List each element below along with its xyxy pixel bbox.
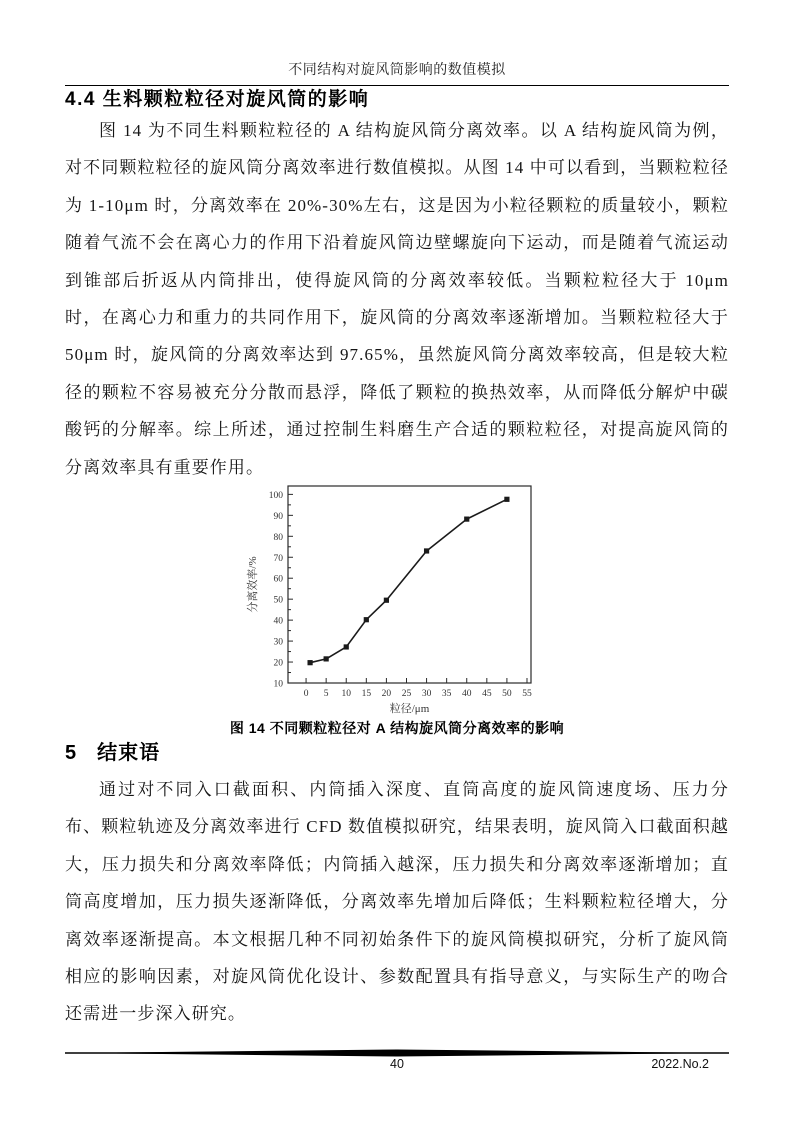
svg-text:35: 35 — [441, 689, 452, 699]
svg-text:70: 70 — [273, 553, 283, 564]
footer — [65, 1056, 729, 1074]
svg-text:80: 80 — [273, 532, 283, 543]
svg-text:40: 40 — [273, 616, 283, 627]
svg-text:25: 25 — [401, 689, 412, 699]
footer-page-number: 40 — [390, 1057, 404, 1071]
svg-text:55: 55 — [522, 689, 532, 699]
svg-text:100: 100 — [268, 490, 283, 501]
running-header-title: 不同结构对旋风筒影响的数值模拟 — [288, 63, 506, 78]
section-5-title: 结束语 — [97, 742, 161, 764]
svg-text:50: 50 — [273, 595, 283, 606]
conclusion-paragraph: 通过对不同入口截面积、内筒插入深度、直筒高度的旋风筒速度场、压力分布、颗粒轨迹及分离效率进行 CFD 数值模拟研究，结果表明，旋风筒入口截面积越大，压力损失和分离效率降低；内筒插入越深，压力损失和分离效率逐渐增加；直筒高度增加，压力损失逐渐降低，分离效率先增加后降低；生料颗粒粒径增大，分离效率逐渐提高。本文根据几种不同初始条件下的旋风筒模拟研究，分析了旋风筒相应的影响因素，对旋风筒优化设计、参数配置具有指导意义，与实际生产的吻合还需进一步深入研究。 — [65, 780, 729, 1024]
section-heading-4-4: 4.4 生料颗粒粒径对旋风筒的影响 — [65, 89, 370, 110]
section-5-number: 5 — [65, 742, 78, 764]
svg-text:0: 0 — [303, 689, 309, 699]
svg-text:40: 40 — [461, 689, 472, 699]
svg-text:30: 30 — [421, 689, 432, 699]
svg-text:10: 10 — [273, 679, 283, 690]
svg-text:分离效率/%: 分离效率/% — [247, 556, 259, 613]
svg-text:粒径/μm: 粒径/μm — [389, 703, 430, 715]
svg-text:20: 20 — [381, 689, 392, 699]
separation-efficiency-chart — [245, 483, 555, 715]
section-heading-5 — [65, 740, 729, 766]
svg-text:45: 45 — [482, 689, 492, 699]
svg-text:50: 50 — [502, 689, 512, 699]
figure-14-line-chart — [245, 483, 555, 715]
svg-text:20: 20 — [273, 658, 283, 669]
svg-text:30: 30 — [273, 637, 283, 648]
figure-14-caption: 图 14 不同颗粒粒径对 A 结构旋风筒分离效率的影响 — [229, 720, 565, 736]
section-4-4-paragraph: 图 14 为不同生料颗粒粒径的 A 结构旋风筒分离效率。以 A 结构旋风筒为例，对不同颗粒粒径的旋风筒分离效率进行数值模拟。从图 14 中可以看到，当颗粒粒径为 1-10μm 时，分离效率在 20%-30%左右，这是因为小粒径颗粒的质量较小，颗粒随着气流不会在离心力的作用下沿着旋风筒边壁螺旋向下运动，而是随着气流运动到锥部后折返从内筒排出，使得旋风筒的分离效率较低。当颗粒粒径大于 10μm 时，在离心力和重力的共同作用下，旋风筒的分离效率逐渐增加。当颗粒粒径大于 50μm 时，旋风筒的分离效率达到 97.65%，虽然旋风筒分离效率较高，但是较大粒径的颗粒不容易被充分分散而悬浮，降低了颗粒的换热效率，从而降低分解炉中碳酸钙的分解率。综上所述，通过控制生料磨生产合适的颗粒粒径，对提高旋风筒的分离效率具有重要作用。 — [65, 121, 729, 477]
header-rule — [65, 85, 729, 86]
svg-text:5: 5 — [323, 689, 329, 699]
svg-text:90: 90 — [273, 511, 283, 522]
svg-text:10: 10 — [341, 689, 351, 699]
svg-text:15: 15 — [361, 689, 372, 699]
footer-issue-label: 2022.No.2 — [651, 1057, 709, 1071]
svg-text:60: 60 — [273, 574, 283, 585]
